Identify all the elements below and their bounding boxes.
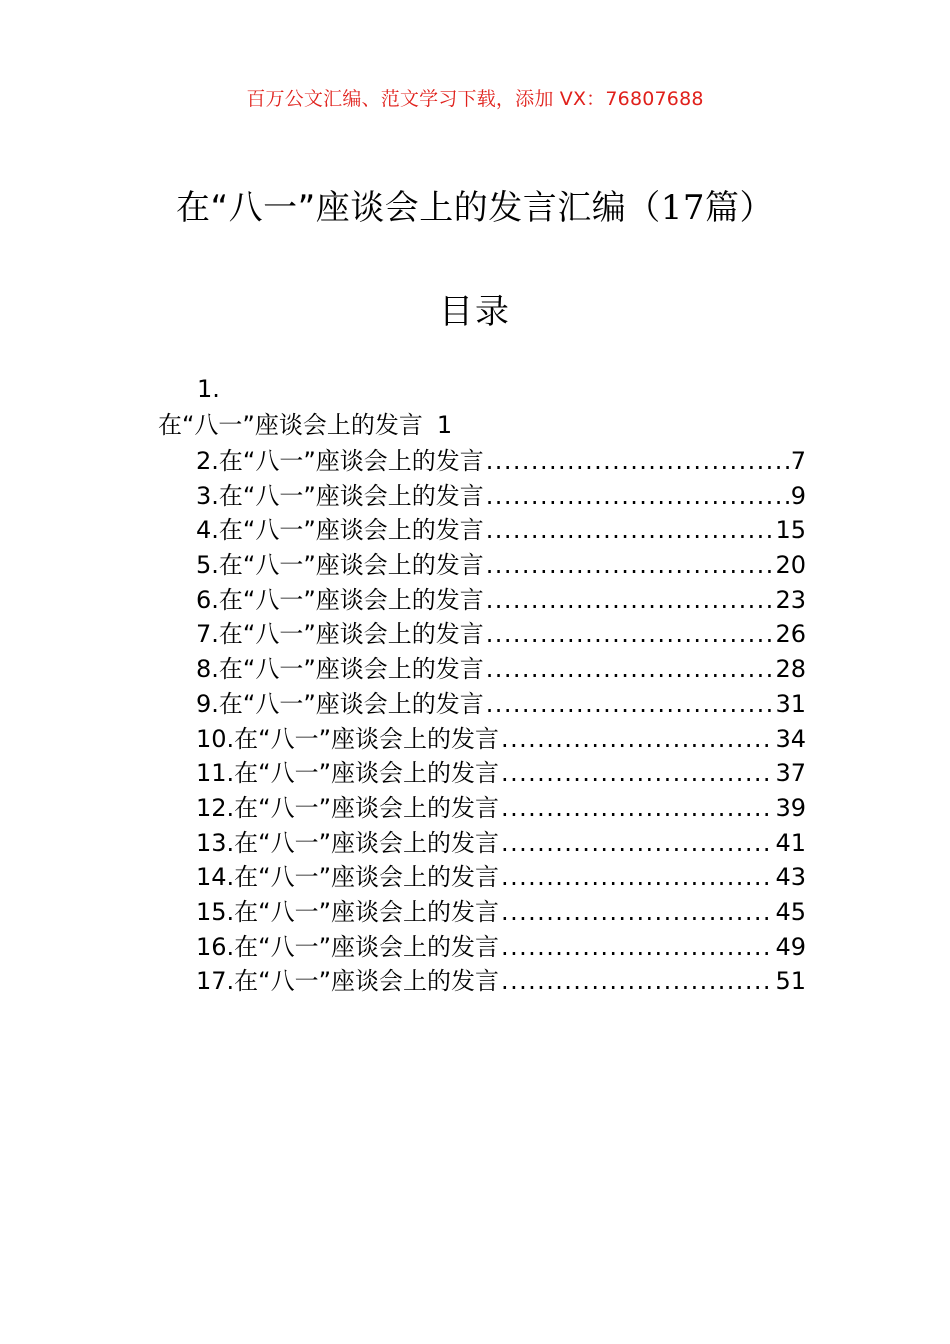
toc-dot-leader xyxy=(486,548,774,583)
toc-entry-page: 15 xyxy=(775,516,806,545)
toc-entry[interactable] xyxy=(196,756,806,791)
toc-entry[interactable] xyxy=(196,479,806,514)
toc-dot-leader xyxy=(501,722,773,757)
toc-entry[interactable] xyxy=(196,895,806,930)
toc-entry-1[interactable] xyxy=(158,408,452,442)
toc-entry-page: 51 xyxy=(775,967,806,996)
toc-entry[interactable] xyxy=(196,687,806,722)
toc-dot-leader xyxy=(501,895,773,930)
toc-entry-label: 10.在“八一”座谈会上的发言 xyxy=(196,724,500,753)
toc-dot-leader xyxy=(486,479,789,514)
toc-entry[interactable] xyxy=(196,930,806,965)
toc-heading: 目录 xyxy=(439,292,511,332)
toc-entry[interactable] xyxy=(196,652,806,687)
toc-entry-page: 20 xyxy=(775,551,806,580)
toc-entry-1-page: 1 xyxy=(436,411,453,439)
toc-entry-label: 13.在“八一”座谈会上的发言 xyxy=(196,828,500,857)
toc-entry-label: 7.在“八一”座谈会上的发言 xyxy=(196,620,484,649)
toc-entry-label: 16.在“八一”座谈会上的发言 xyxy=(196,932,500,961)
toc-dot-leader xyxy=(486,652,774,687)
toc-entry-label: 14.在“八一”座谈会上的发言 xyxy=(196,863,500,892)
toc-entry-label: 3.在“八一”座谈会上的发言 xyxy=(196,481,484,510)
toc-list xyxy=(196,444,806,999)
toc-dot-leader xyxy=(486,617,774,652)
toc-entry[interactable] xyxy=(196,513,806,548)
toc-entry-page: 28 xyxy=(775,655,806,684)
toc-entry-page: 45 xyxy=(775,897,806,926)
toc-dot-leader xyxy=(501,791,773,826)
toc-entry-label: 17.在“八一”座谈会上的发言 xyxy=(196,967,500,996)
toc-entry-page: 37 xyxy=(775,759,806,788)
toc-entry[interactable] xyxy=(196,722,806,757)
toc-entry[interactable] xyxy=(196,617,806,652)
toc-entry-1-label: 在“八一”座谈会上的发言 xyxy=(158,411,423,439)
toc-entry-label: 15.在“八一”座谈会上的发言 xyxy=(196,897,500,926)
toc-dot-leader xyxy=(501,826,773,861)
toc-entry-label: 5.在“八一”座谈会上的发言 xyxy=(196,551,484,580)
toc-entry-page: 39 xyxy=(775,793,806,822)
toc-entry-label: 4.在“八一”座谈会上的发言 xyxy=(196,516,484,545)
toc-entry-page: 43 xyxy=(775,863,806,892)
toc-dot-leader xyxy=(486,513,774,548)
toc-entry-1-number: 1. xyxy=(197,375,220,403)
toc-dot-leader xyxy=(501,756,773,791)
toc-dot-leader xyxy=(486,583,774,618)
toc-dot-leader xyxy=(486,687,774,722)
toc-entry-page: 31 xyxy=(775,689,806,718)
toc-entry-label: 2.在“八一”座谈会上的发言 xyxy=(196,447,484,475)
toc-entry-page: 9 xyxy=(790,481,806,510)
toc-entry-label: 11.在“八一”座谈会上的发言 xyxy=(196,759,500,788)
header-banner: 百万公文汇编、范文学习下载，添加 VX：76807688 xyxy=(246,88,704,110)
toc-entry[interactable] xyxy=(196,791,806,826)
toc-dot-leader xyxy=(501,930,773,965)
toc-entry-label: 12.在“八一”座谈会上的发言 xyxy=(196,793,500,822)
toc-entry-label: 8.在“八一”座谈会上的发言 xyxy=(196,655,484,684)
toc-entry-label: 6.在“八一”座谈会上的发言 xyxy=(196,585,484,614)
toc-entry-page: 7 xyxy=(790,447,806,475)
title-suffix: 篇） xyxy=(705,188,774,228)
toc-entry-page: 49 xyxy=(775,932,806,961)
toc-entry-label: 9.在“八一”座谈会上的发言 xyxy=(196,689,484,718)
toc-entry[interactable] xyxy=(196,860,806,895)
toc-entry-page: 23 xyxy=(775,585,806,614)
title-prefix: 在“八一”座谈会上的发言汇编（ xyxy=(176,188,661,228)
toc-entry-page: 26 xyxy=(775,620,806,649)
toc-dot-leader xyxy=(501,964,773,999)
toc-entry[interactable] xyxy=(196,548,806,583)
toc-dot-leader xyxy=(501,860,773,895)
toc-entry[interactable] xyxy=(196,826,806,861)
toc-entry-page: 34 xyxy=(775,724,806,753)
toc-entry[interactable] xyxy=(196,444,806,479)
toc-entry[interactable] xyxy=(196,583,806,618)
toc-entry-page: 41 xyxy=(775,828,806,857)
document-title xyxy=(0,180,950,229)
toc-dot-leader xyxy=(486,444,789,479)
title-count: 17 xyxy=(660,188,705,228)
toc-entry[interactable] xyxy=(196,964,806,999)
